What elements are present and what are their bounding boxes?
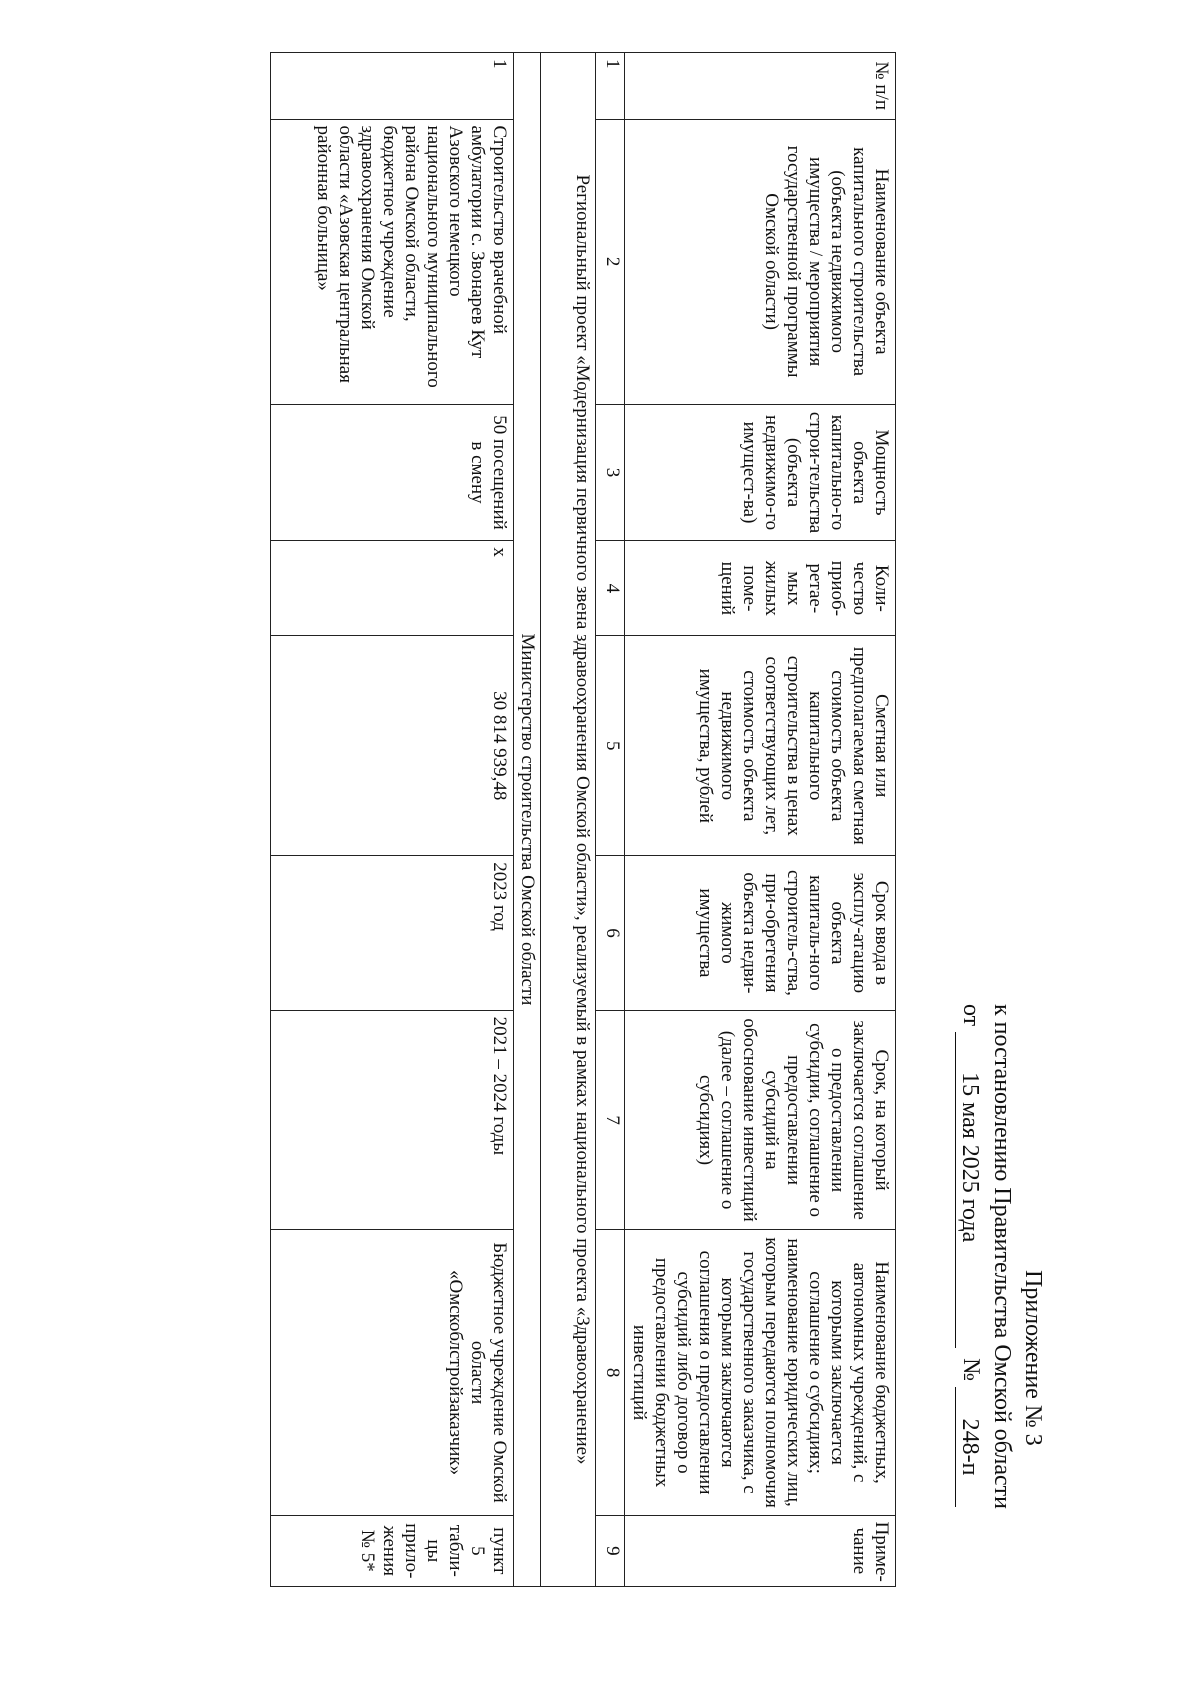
row-num: 1 <box>271 53 514 120</box>
header-row <box>625 53 896 1587</box>
row-commissioning: 2023 год <box>271 856 514 1010</box>
row-note: пункт 5 табли-цы прило-жения № 5* <box>271 1515 514 1586</box>
col-header-note: Приме-чание <box>625 1515 896 1586</box>
column-number: 5 <box>596 636 625 856</box>
document-header <box>888 980 1048 1600</box>
investment-table <box>270 52 896 1587</box>
appendix-title: Приложение № 3 <box>1020 1270 1046 1446</box>
column-number: 9 <box>596 1515 625 1586</box>
ministry-name: Министерство строительства Омской области <box>514 53 541 1587</box>
project-title: Региональный проект «Модернизация первичного звена здравоохранения Омской области», реализуемый в рамках национального проекта «Здравоохранение» <box>541 53 596 1587</box>
column-number: 4 <box>596 541 625 636</box>
project-row <box>541 53 596 1587</box>
decree-reference: к постановлению Правительства Омской области <box>989 1004 1015 1510</box>
col-header-num: № п/п <box>625 53 896 120</box>
row-agreement-term: 2021 – 2024 годы <box>271 1010 514 1230</box>
decree-date-line <box>955 980 986 1600</box>
col-header-agreement-term: Срок, на который заключается соглашение о предоставлении субсидии, соглашение о предоставлении субсидий на обоснование инвестиций (далее – соглашение о субсидиях) <box>625 1010 896 1230</box>
row-institution: Бюджетное учреждение Омской области «Омскоблстройзаказчик» <box>271 1230 514 1515</box>
col-header-commissioning: Срок ввода в эксплу-атацию объекта капиталь-ного строитель-ства, при-обретения объекта недви-жимого имущества <box>625 856 896 1010</box>
column-number: 3 <box>596 404 625 541</box>
number-label: № <box>958 1358 984 1382</box>
table-row <box>271 53 514 1587</box>
row-capacity: 50 посещений в смену <box>271 404 514 541</box>
col-header-institution: Наименование бюджетных, автономных учреждений, с которыми заключается соглашение о субсидиях; наименование юридических лиц, которым передаются полномочия государственного заказчика, с которыми заключаются соглашения о предоставлении субсидий либо договор о предоставлении бюджетных инвестиций <box>625 1230 896 1515</box>
column-number: 6 <box>596 856 625 1010</box>
column-number: 8 <box>596 1230 625 1515</box>
col-header-capacity: Мощность объекта капитально-го строи-тельства (объекта недвижимо-го имущест-ва) <box>625 404 896 541</box>
col-header-name: Наименование объекта капитального строительства (объекта недвижимого имущества / мероприятия государственной программы Омской области) <box>625 119 896 404</box>
decree-number: 248-п <box>955 1387 983 1507</box>
date-underline <box>955 1282 980 1348</box>
row-cost: 30 814 939,48 <box>271 636 514 856</box>
column-number: 2 <box>596 119 625 404</box>
column-number: 1 <box>596 53 625 120</box>
col-header-apartments: Коли-чество приоб-ретае-мых жилых поме-щений <box>625 541 896 636</box>
decree-date: 15 мая 2025 года <box>955 1032 983 1282</box>
column-number: 7 <box>596 1010 625 1230</box>
rotated-document <box>278 40 1048 1600</box>
from-label: от <box>958 1004 984 1027</box>
ministry-row <box>514 53 541 1587</box>
row-object-name: Строительство врачебной амбулатории с. Звонарев Кут Азовского немецкого национального муниципального района Омской области, бюджетное учреждение здравоохранения Омской области «Азовская центральная районная больница» <box>271 119 514 404</box>
column-number-row <box>596 53 625 1587</box>
row-apartments: х <box>271 541 514 636</box>
col-header-cost: Сметная или предполагаемая сметная стоимость объекта капитального строительства в ценах соответствующих лет, стоимость объекта недвижимого имущества, рублей <box>625 636 896 856</box>
